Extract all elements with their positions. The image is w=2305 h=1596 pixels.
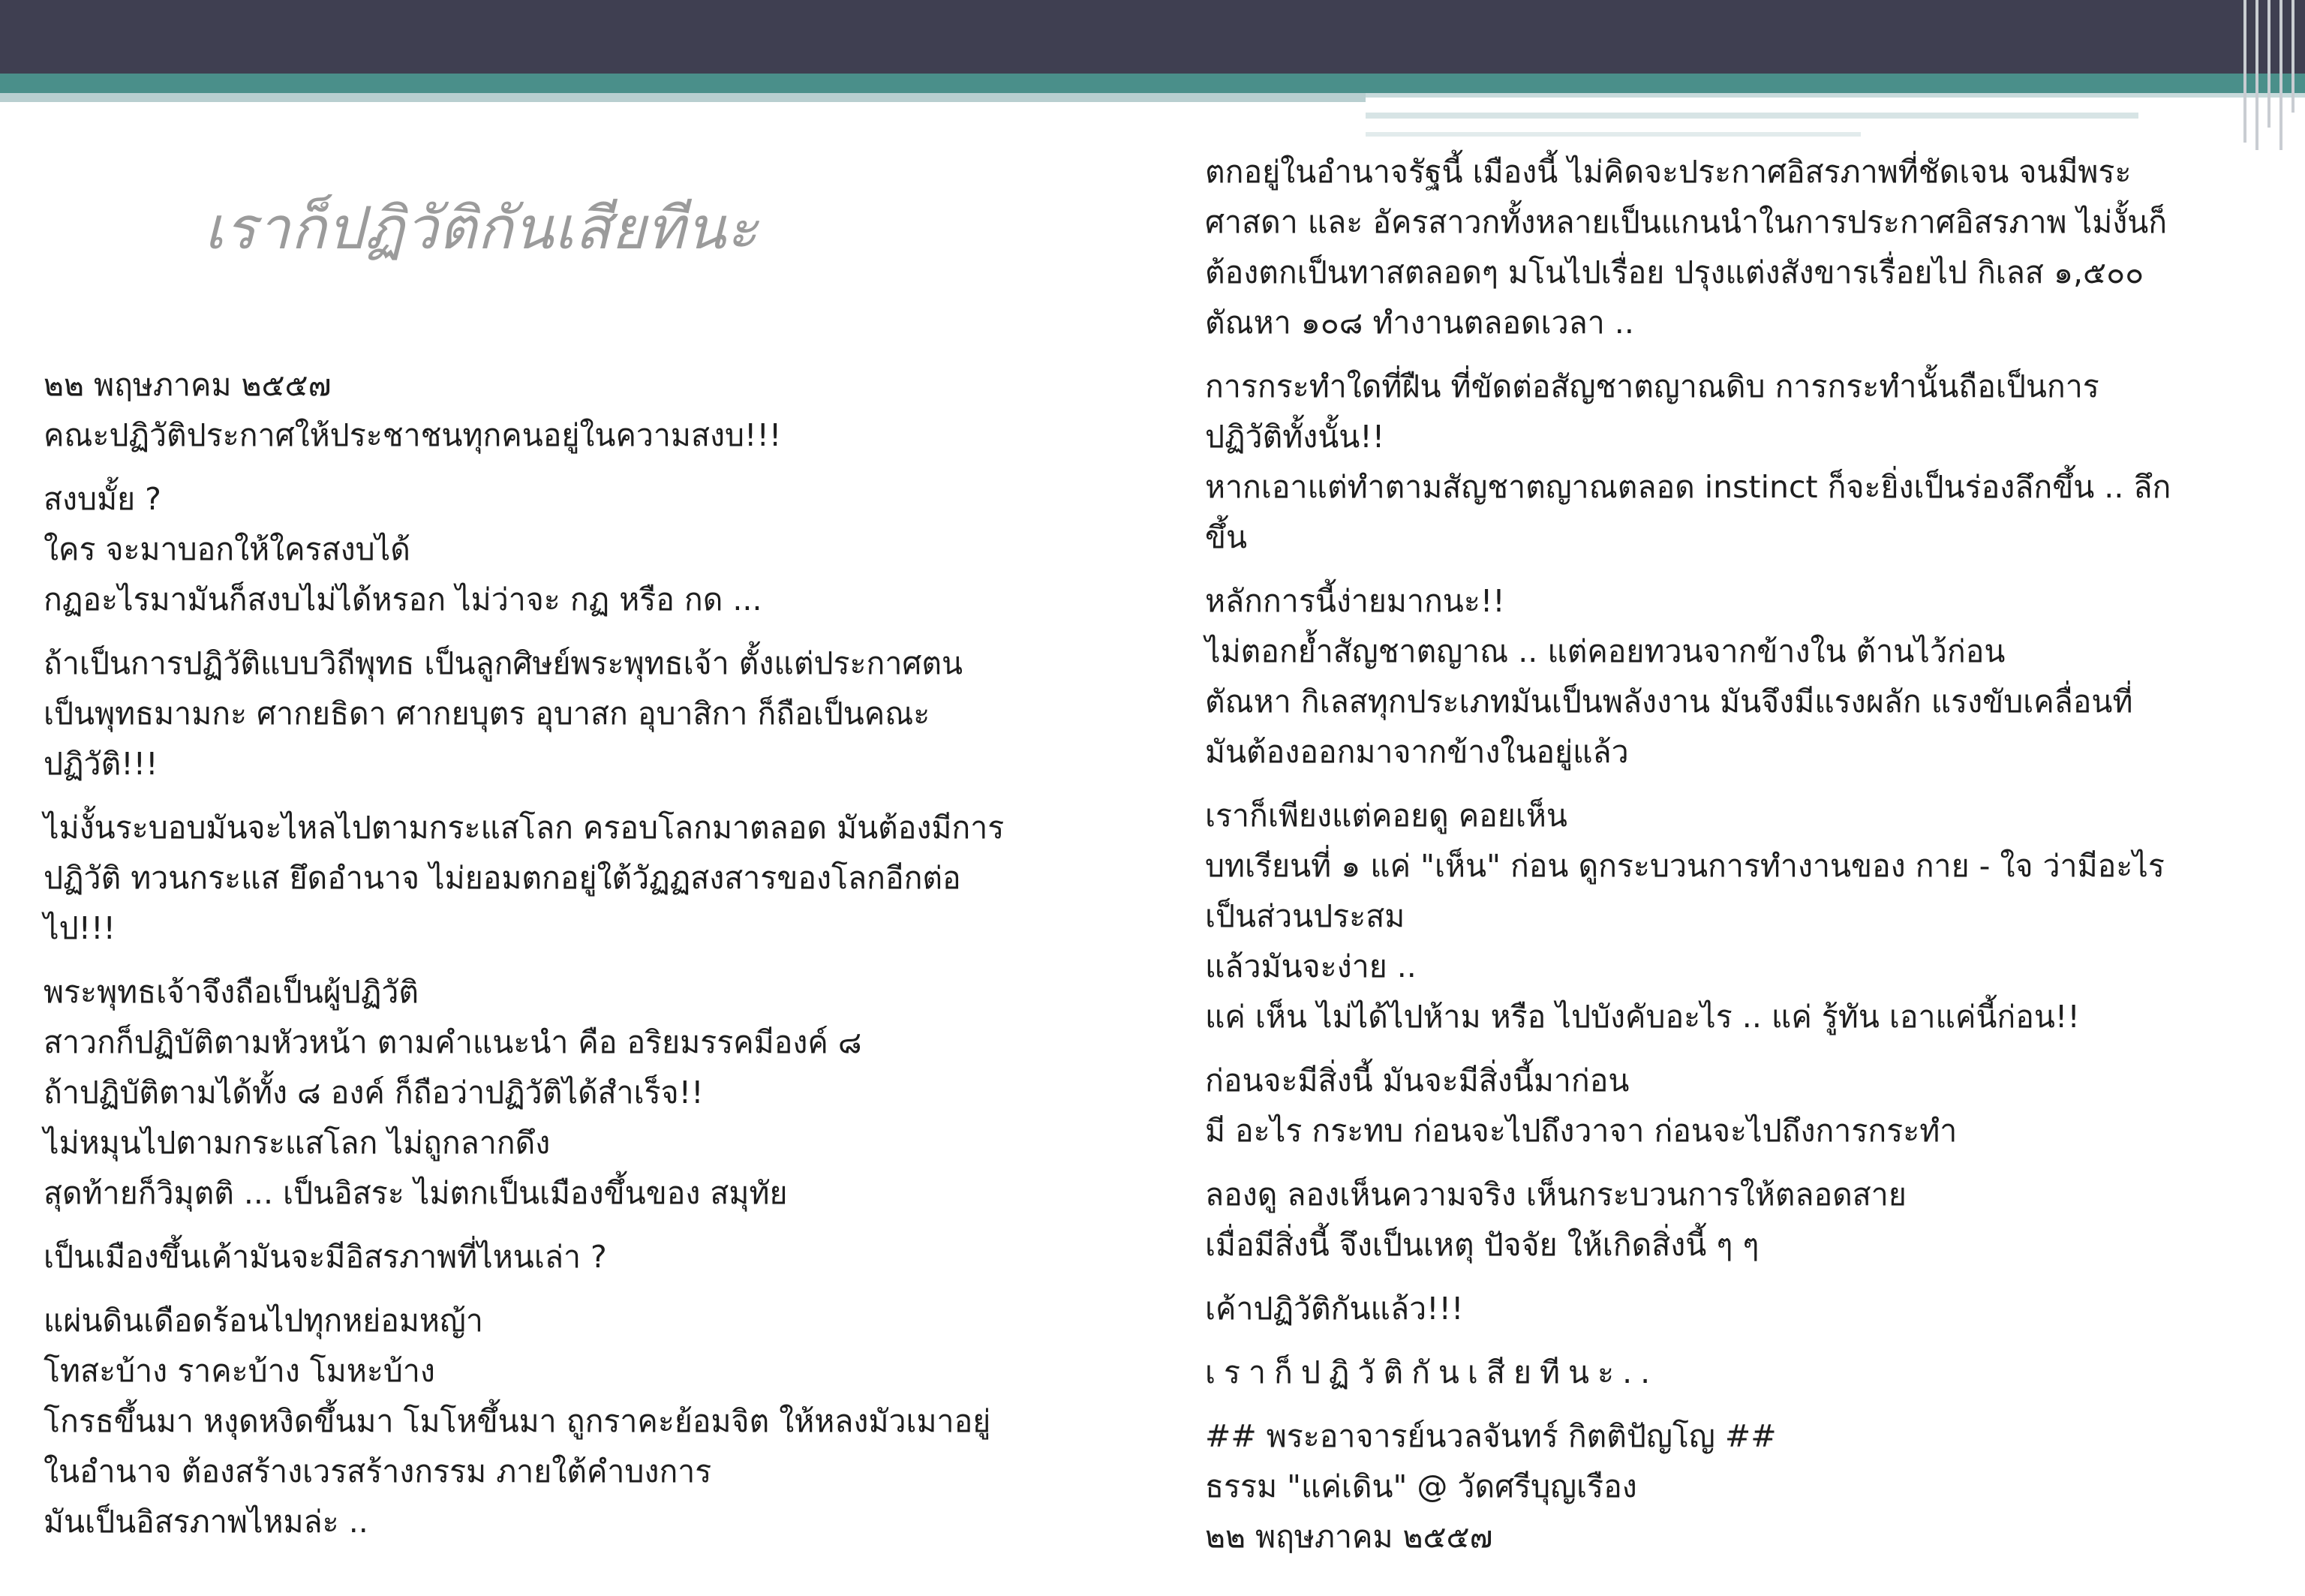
slide-header-underline-right xyxy=(1366,93,2305,98)
slide-title: เราก็ปฏิวัติกันเสียทีนะ xyxy=(204,195,759,263)
text-line: เราก็ปฏิวัติกันเสียทีนะ.. xyxy=(1205,1354,1659,1390)
decor-stripe xyxy=(1366,132,1861,137)
text-line: ศาสดา และ อัครสาวกทั้งหลายเป็นแกนนำในการประกาศอิสรภาพ ไม่งั้นก็ xyxy=(1205,204,2168,240)
text-line: ไม่ตอกย้ำสัญชาตญาณ .. แต่คอยทวนจากข้างใน ต้านไว้ก่อน xyxy=(1205,633,2006,669)
text-line: คณะปฏิวัติประกาศให้ประชาชนทุกคนอยู่ในความสงบ!!! xyxy=(44,417,782,453)
paragraph xyxy=(44,803,1169,954)
text-line: ไม่หมุนไปตามกระแสโลก ไม่ถูกลากดึง xyxy=(44,1125,551,1161)
slide-header-bar xyxy=(0,0,2305,74)
right-text-column xyxy=(1205,147,2285,1576)
paragraph xyxy=(1205,1284,2285,1334)
paragraph xyxy=(44,474,1169,625)
text-line: การกระทำใดที่ฝืน ที่ขัดต่อสัญชาตญาณดิบ การกระทำนั้นถือเป็นการ xyxy=(1205,368,2099,404)
text-line: ปฏิวัติทั้งนั้น!! xyxy=(1205,419,1385,455)
slide-header-underline xyxy=(0,93,1366,102)
paragraph xyxy=(1205,147,2285,348)
text-line: ก่อนจะมีสิ่งนี้ มันจะมีสิ่งนี้มาก่อน xyxy=(1205,1062,1630,1099)
text-line: มันต้องออกมาจากข้างในอยู่แล้ว xyxy=(1205,734,1629,770)
paragraph xyxy=(1205,791,2285,1042)
paragraph xyxy=(1205,1056,2285,1156)
text-line: โกรธขึ้นมา หงุดหงิดขึ้นมา โมโหขึ้นมา ถูกราคะย้อมจิต ให้หลงมัวเมาอยู่ xyxy=(44,1403,991,1439)
text-line: บทเรียนที่ ๑ แค่ "เห็น" ก่อน ดูกระบวนการทำงานของ กาย - ใจ ว่ามีอะไร xyxy=(1205,848,2165,884)
text-line: ใคร จะมาบอกให้ใครสงบได้ xyxy=(44,531,410,567)
text-line: ๒๒ พฤษภาคม ๒๕๕๗ xyxy=(44,367,332,403)
paragraph xyxy=(44,1296,1169,1547)
text-line: ปฏิวัติ!!! xyxy=(44,746,158,782)
paragraph xyxy=(44,1232,1169,1282)
text-line: ถ้าปฏิบัติตามได้ทั้ง ๘ องค์ ก็ถือว่าปฏิวัติได้สำเร็จ!! xyxy=(44,1075,704,1111)
text-line: สุดท้ายก็วิมุตติ ... เป็นอิสระ ไม่ตกเป็นเมืองขึ้นของ สมุทัย xyxy=(44,1175,788,1211)
text-line: มันเป็นอิสรภาพไหมล่ะ .. xyxy=(44,1504,368,1540)
paragraph xyxy=(1205,576,2285,777)
text-line: ๒๒ พฤษภาคม ๒๕๕๗ xyxy=(1205,1519,1493,1555)
text-line: ในอำนาจ ต้องสร้างเวรสร้างกรรม ภายใต้คำบงการ xyxy=(44,1453,712,1489)
text-line: ตัณหา ๑๐๘ ทำงานตลอดเวลา .. xyxy=(1205,305,1634,341)
text-line: ต้องตกเป็นทาสตลอดๆ มโนไปเรื่อย ปรุงแต่งสังขารเรื่อยไป กิเลส ๑,๕๐๐ xyxy=(1205,254,2144,290)
text-line: ตกอยู่ในอำนาจรัฐนี้ เมืองนี้ ไม่คิดจะประกาศอิสรภาพที่ชัดเจน จนมีพระ xyxy=(1205,154,2132,190)
text-line: เป็นพุทธมามกะ ศากยธิดา ศากยบุตร อุบาสก อุบาสิกา ก็ถือเป็นคณะ xyxy=(44,696,930,732)
text-line: พระพุทธเจ้าจึงถือเป็นผู้ปฏิวัติ xyxy=(44,974,419,1010)
text-line: เราก็เพียงแต่คอยดู คอยเห็น xyxy=(1205,798,1567,834)
paragraph xyxy=(1205,1348,2285,1398)
text-line: ## พระอาจารย์นวลจันทร์ กิตติปัญโญ ## xyxy=(1205,1418,1777,1454)
text-line: แล้วมันจะง่าย .. xyxy=(1205,948,1417,984)
paragraph xyxy=(44,360,1169,461)
left-text-column xyxy=(44,360,1169,1561)
text-line: เป็นส่วนประสม xyxy=(1205,898,1405,934)
text-line: หากเอาแต่ทำตามสัญชาตญาณตลอด instinct ก็จะยิ่งเป็นร่องลึกขึ้น .. ลึก xyxy=(1205,469,2171,505)
text-line: ไม่งั้นระบอบมันจะไหลไปตามกระแสโลก ครอบโลกมาตลอด มันต้องมีการ xyxy=(44,810,1005,846)
text-line: หลักการนี้ง่ายมากนะ!! xyxy=(1205,583,1505,619)
text-line: แค่ เห็น ไม่ได้ไปห้าม หรือ ไปบังคับอะไร .. แค่ รู้ทัน เอาแค่นี้ก่อน!! xyxy=(1205,999,2080,1035)
text-line: ขึ้น xyxy=(1205,519,1248,555)
text-line: ลองดู ลองเห็นความจริง เห็นกระบวนการให้ตลอดสาย xyxy=(1205,1177,1907,1213)
decor-stripe xyxy=(1366,113,2138,119)
text-line: แผ่นดินเดือดร้อนไปทุกหย่อมหญ้า xyxy=(44,1303,483,1339)
paragraph xyxy=(1205,1411,2285,1562)
text-line: เมื่อมีสิ่งนี้ จึงเป็นเหตุ ปัจจัย ให้เกิดสิ่งนี้ ๆ ๆ xyxy=(1205,1227,1760,1263)
paragraph xyxy=(1205,1170,2285,1270)
text-line: สงบมั้ย ? xyxy=(44,481,161,517)
text-line: ธรรม "แค่เดิน" @ วัดศรีบุญเรือง xyxy=(1205,1468,1637,1504)
text-line: เป็นเมืองขึ้นเค้ามันจะมีอิสรภาพที่ไหนเล่า ? xyxy=(44,1239,607,1275)
text-line: กฏอะไรมามันก็สงบไม่ได้หรอก ไม่ว่าจะ กฏ หรือ กด ... xyxy=(44,582,762,618)
text-line: โทสะบ้าง ราคะบ้าง โมหะบ้าง xyxy=(44,1353,435,1389)
paragraph xyxy=(44,967,1169,1219)
text-line: ตัณหา กิเลสทุกประเภทมันเป็นพลังงาน มันจึงมีแรงผลัก แรงขับเคลื่อนที่ xyxy=(1205,684,2133,720)
text-line: สาวกก็ปฏิบัติตามหัวหน้า ตามคำแนะนำ คือ อริยมรรคมีองค์ ๘ xyxy=(44,1024,862,1060)
text-line: มี อะไร กระทบ ก่อนจะไปถึงวาจา ก่อนจะไปถึงการกระทำ xyxy=(1205,1113,1958,1149)
text-line: ไป!!! xyxy=(44,910,116,946)
text-line: ถ้าเป็นการปฏิวัติแบบวิถีพุทธ เป็นลูกศิษย์พระพุทธเจ้า ตั้งแต่ประกาศตน xyxy=(44,645,963,681)
paragraph xyxy=(44,639,1169,789)
text-line: ปฏิวัติ ทวนกระแส ยึดอำนาจ ไม่ยอมตกอยู่ใต้วัฏฏสงสารของโลกอีกต่อ xyxy=(44,860,961,896)
corner-decoration xyxy=(2236,0,2305,150)
text-line: เค้าปฏิวัติกันแล้ว!!! xyxy=(1205,1291,1464,1327)
paragraph xyxy=(1205,362,2285,563)
slide-header-accent xyxy=(0,74,2305,93)
